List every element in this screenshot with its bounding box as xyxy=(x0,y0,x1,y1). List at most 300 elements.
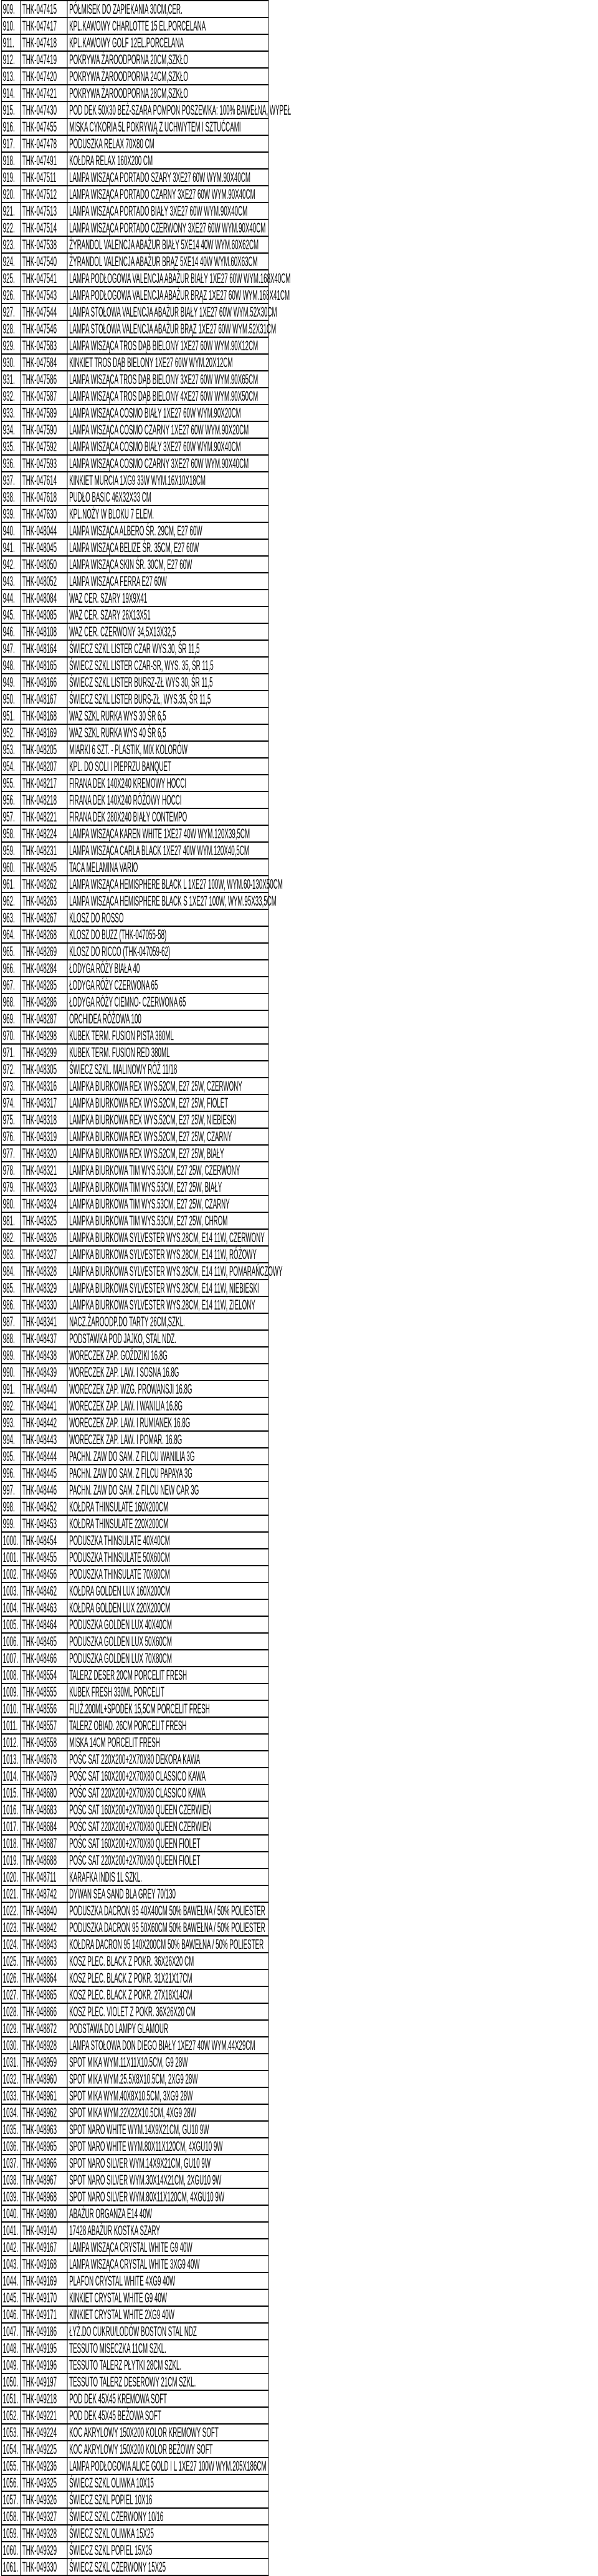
product-code: THK-048321 xyxy=(21,1162,67,1179)
product-code: THK-047587 xyxy=(21,388,67,405)
product-code: THK-049225 xyxy=(21,2441,67,2458)
table-row xyxy=(1,1044,268,1061)
table-row xyxy=(1,808,268,825)
table-row xyxy=(1,1179,268,1195)
row-number: 1041. xyxy=(1,2222,20,2239)
product-name: SPOT MIKA WYM.11X11X10.5CM, G9 28W xyxy=(67,2054,268,2071)
product-code: THK-048323 xyxy=(21,1179,67,1195)
product-name: ŁODYGA RÓŻY CZERWONA 65 xyxy=(67,977,268,994)
row-number: 980. xyxy=(1,1195,20,1212)
table-row xyxy=(1,102,268,118)
product-name: LAMPA WISZĄCA COSMO BIAŁY 3XE27 60W WYM.90X40CM xyxy=(67,438,268,455)
product-name: ORCHIDEA RÓŻOWA 100 xyxy=(67,1010,268,1027)
row-number: 922. xyxy=(1,219,20,236)
product-name: KPL.KAWOWY GOLF 12EL.PORCELANA xyxy=(67,34,268,51)
product-code: THK-048267 xyxy=(21,909,67,926)
row-number: 997. xyxy=(1,1482,20,1498)
product-code: THK-048463 xyxy=(21,1599,67,1616)
product-code: THK-048324 xyxy=(21,1195,67,1212)
table-row xyxy=(1,1650,268,1667)
product-name: SPOT NARO WHITE WYM.14X9X21CM, GU10 9W xyxy=(67,2121,268,2138)
row-number: 960. xyxy=(1,859,20,876)
product-code: THK-047430 xyxy=(21,102,67,118)
table-row xyxy=(1,1717,268,1734)
product-code: THK-048968 xyxy=(21,2188,67,2205)
table-row xyxy=(1,691,268,707)
table-row xyxy=(1,539,268,556)
row-number: 1023. xyxy=(1,1919,20,1936)
product-code: THK-048299 xyxy=(21,1044,67,1061)
product-code: THK-047589 xyxy=(21,405,67,421)
row-number: 1030. xyxy=(1,2037,20,2054)
row-number: 933. xyxy=(1,405,20,421)
table-row xyxy=(1,270,268,287)
table-row xyxy=(1,842,268,859)
product-code: THK-047614 xyxy=(21,472,67,489)
row-number: 1053. xyxy=(1,2424,20,2441)
table-row xyxy=(1,1448,268,1465)
table-row xyxy=(1,1061,268,1078)
table-row xyxy=(1,657,268,674)
product-name: LAMPA WISZĄCA CRYSTAL WHITE G9 40W xyxy=(67,2239,268,2256)
product-code: THK-048742 xyxy=(21,1885,67,1902)
product-name: KPL.KAWOWY CHARLOTTE 15 EL.PORCELANA xyxy=(67,17,268,34)
product-name: LAMPA WISZĄCA TROS DĄB BIELONY 4XE27 60W WYM.90X50CM xyxy=(67,388,268,405)
row-number: 1044. xyxy=(1,2272,20,2289)
table-row xyxy=(1,1296,268,1313)
row-number: 1015. xyxy=(1,1784,20,1801)
table-row xyxy=(1,1751,268,1768)
row-number: 911. xyxy=(1,34,20,51)
product-code: THK-048843 xyxy=(21,1936,67,1953)
product-name: PODSTAWA DO LAMPY GLAMOUR xyxy=(67,2020,268,2037)
product-code: THK-047592 xyxy=(21,438,67,455)
table-row xyxy=(1,1919,268,1936)
product-code: THK-048445 xyxy=(21,1465,67,1482)
product-name: TESSUTO TALERZ PŁYTKI 28CM SZKL. xyxy=(67,2357,268,2373)
product-code: THK-048320 xyxy=(21,1145,67,1162)
product-name: NACZ.ŻAROODP.DO TARTY 26CM,SZKL. xyxy=(67,1313,268,1330)
product-table-body xyxy=(1,1,292,2575)
table-row xyxy=(1,1263,268,1280)
product-code: THK-048452 xyxy=(21,1498,67,1515)
product-name: LAMPA WISZĄCA HEMISPHERE BLACK L 1XE27 100W, WYM.60-130X50CM xyxy=(67,876,268,893)
table-row xyxy=(1,85,268,102)
product-code: THK-048865 xyxy=(21,1986,67,2003)
table-row xyxy=(1,2491,268,2508)
table-row xyxy=(1,253,268,270)
table-row xyxy=(1,2121,268,2138)
row-number: 1033. xyxy=(1,2087,20,2104)
row-number: 1043. xyxy=(1,2256,20,2272)
table-row xyxy=(1,1633,268,1650)
table-row xyxy=(1,1566,268,1582)
product-name: PACHN. ZAW DO SAM. Z FILCU WANILIA 3G xyxy=(67,1448,268,1465)
product-name: ŻYRANDOL VALENCJA ABAŻUR BIAŁY 5XE14 40W WYM.60X62CM xyxy=(67,236,268,253)
row-number: 928. xyxy=(1,320,20,337)
table-row xyxy=(1,1885,268,1902)
row-number: 1028. xyxy=(1,2003,20,2020)
product-code: THK-049168 xyxy=(21,2256,67,2272)
product-name: LAMPA WISZĄCA COSMO CZARNY 1XE27 60W WYM.90X20CM xyxy=(67,421,268,438)
table-row xyxy=(1,2054,268,2071)
product-code: THK-048085 xyxy=(21,606,67,623)
product-code: THK-048963 xyxy=(21,2121,67,2138)
product-name: KLOSZ DO BUZZ (THK-047055-58) xyxy=(67,926,268,943)
table-row xyxy=(1,1801,268,1818)
product-name: ŚWIECZ SZKL POPIEL 15X25 xyxy=(67,2542,268,2559)
row-number: 1010. xyxy=(1,1700,20,1717)
product-name: TALERZ OBIAD. 26CM PORCELIT FRESH xyxy=(67,1717,268,1734)
product-code: THK-048558 xyxy=(21,1734,67,1751)
product-code: THK-048438 xyxy=(21,1347,67,1364)
row-number: 1039. xyxy=(1,2188,20,2205)
row-number: 1026. xyxy=(1,1970,20,1986)
row-number: 921. xyxy=(1,203,20,219)
row-number: 1009. xyxy=(1,1683,20,1700)
product-code: THK-047543 xyxy=(21,287,67,304)
table-row xyxy=(1,2390,268,2407)
table-row xyxy=(1,203,268,219)
table-row xyxy=(1,1280,268,1296)
row-number: 945. xyxy=(1,606,20,623)
table-row xyxy=(1,135,268,152)
product-name: SPOT NARO SILVER WYM.80X11X120CM, 4XGU10 9W xyxy=(67,2188,268,2205)
table-row xyxy=(1,1986,268,2003)
row-number: 950. xyxy=(1,691,20,707)
row-number: 964. xyxy=(1,926,20,943)
table-row xyxy=(1,1313,268,1330)
product-code: THK-048329 xyxy=(21,1280,67,1296)
product-code: THK-048317 xyxy=(21,1094,67,1111)
product-code: THK-048316 xyxy=(21,1078,67,1094)
row-number: 1008. xyxy=(1,1667,20,1683)
row-number: 1047. xyxy=(1,2323,20,2340)
row-number: 1000. xyxy=(1,1532,20,1549)
product-code: THK-048224 xyxy=(21,825,67,842)
product-code: THK-047417 xyxy=(21,17,67,34)
row-number: 935. xyxy=(1,438,20,455)
product-name: MISKA 14CM PORCELIT FRESH xyxy=(67,1734,268,1751)
row-number: 1020. xyxy=(1,1869,20,1885)
table-row xyxy=(1,1852,268,1869)
row-number: 1046. xyxy=(1,2306,20,2323)
product-name: LAMPKA BIURKOWA TIM WYS.53CM, E27 25W, CHROM xyxy=(67,1212,268,1229)
row-number: 986. xyxy=(1,1296,20,1313)
product-code: THK-049328 xyxy=(21,2525,67,2542)
table-row xyxy=(1,1229,268,1246)
product-name: WORECZEK ZAP. LAW. I SOSNA 16.8G xyxy=(67,1364,268,1381)
product-name: LAMPA PODŁOGOWA ALICE GOLD I L 1XE27 100W WYM.205X186CM xyxy=(67,2458,268,2474)
table-row xyxy=(1,556,268,573)
product-name: PLAFON CRYSTAL WHITE 4XG9 40W xyxy=(67,2272,268,2289)
table-row xyxy=(1,994,268,1010)
product-code: THK-047421 xyxy=(21,85,67,102)
table-row xyxy=(1,354,268,371)
product-code: THK-048928 xyxy=(21,2037,67,2054)
table-row xyxy=(1,1381,268,1397)
table-row xyxy=(1,186,268,203)
product-code: THK-048439 xyxy=(21,1364,67,1381)
product-name: LAMPA WISZĄCA TROS DĄB BIELONY 1XE27 60W WYM.90X12CM xyxy=(67,337,268,354)
product-name: LAMPA STOŁOWA VALENCJA ABAŻUR BIAŁY 1XE27 60W WYM.52X30CM xyxy=(67,304,268,320)
table-row xyxy=(1,219,268,236)
row-number: 970. xyxy=(1,1027,20,1044)
product-name: LAMPKA BIURKOWA SYLVESTER WYS.28CM, E14 11W, RÓŻOWY xyxy=(67,1246,268,1263)
product-name: LAMPA WISZĄCA FERRA E27 60W xyxy=(67,573,268,590)
product-code: THK-048557 xyxy=(21,1717,67,1734)
product-code: THK-048842 xyxy=(21,1919,67,1936)
product-name: KOC AKRYLOWY 150X200 KOLOR KREMOWY SOFT xyxy=(67,2424,268,2441)
product-name: LAMPKA BIURKOWA TIM WYS.53CM, E27 25W, BIAŁY xyxy=(67,1179,268,1195)
row-number: 988. xyxy=(1,1330,20,1347)
table-row xyxy=(1,51,268,68)
row-number: 932. xyxy=(1,388,20,405)
table-row xyxy=(1,2340,268,2357)
row-number: 1029. xyxy=(1,2020,20,2037)
table-row xyxy=(1,1667,268,1683)
product-code: THK-049236 xyxy=(21,2458,67,2474)
table-row xyxy=(1,1094,268,1111)
row-number: 951. xyxy=(1,707,20,724)
row-number: 977. xyxy=(1,1145,20,1162)
product-name: TESSUTO MISECZKA 11CM SZKL. xyxy=(67,2340,268,2357)
product-name: MISKA CYKORIA 5L POKRYWĄ Z UCHWYTEM I SZTUĆCAMI xyxy=(67,118,268,135)
product-code: THK-048959 xyxy=(21,2054,67,2071)
product-table xyxy=(1,0,292,2576)
product-code: THK-047420 xyxy=(21,68,67,85)
table-row xyxy=(1,2256,268,2272)
product-name: ŚWIECZ SZKL LISTER BURS-ZŁ, WYS.35, ŚR 11,5 xyxy=(67,691,268,707)
product-name: LAMPA WISZĄCA HEMISPHERE BLACK S 1XE27 100W, WYM.95X33,5CM xyxy=(67,893,268,909)
product-name: PODUSZKA GOLDEN LUX 50X60CM xyxy=(67,1633,268,1650)
row-number: 943. xyxy=(1,573,20,590)
product-name: LAMPA STOŁOWA DON DIEGO BIAŁY 1XE27 40W WYM.44X29CM xyxy=(67,2037,268,2054)
product-name: PODUSZKA DACRON 95 40X40CM 50% BAWEŁNA / 50% POLIESTER xyxy=(67,1902,268,1919)
product-name: POŚC SAT 160X200+2X70X80 QUEEN CZERWIEŃ xyxy=(67,1801,268,1818)
table-row xyxy=(1,236,268,253)
row-number: 949. xyxy=(1,674,20,691)
product-code: THK-049326 xyxy=(21,2491,67,2508)
product-name: KOSZ PLEC. BLACK Z POKR. 36X26X20 CM xyxy=(67,1953,268,1970)
product-name: LAMPKA BIURKOWA REX WYS.52CM, E27 25W, BIAŁY xyxy=(67,1145,268,1162)
product-code: THK-048464 xyxy=(21,1616,67,1633)
product-code: THK-047419 xyxy=(21,51,67,68)
product-code: THK-048045 xyxy=(21,539,67,556)
row-number: 939. xyxy=(1,505,20,522)
product-code: THK-048319 xyxy=(21,1128,67,1145)
product-code: THK-048108 xyxy=(21,623,67,640)
table-row xyxy=(1,2373,268,2390)
product-name: PODUSZKA THINSULATE 70X80CM xyxy=(67,1566,268,1582)
row-number: 948. xyxy=(1,657,20,674)
product-name: ŁODYGA RÓŻY CIEMNO- CZERWONA 65 xyxy=(67,994,268,1010)
row-number: 984. xyxy=(1,1263,20,1280)
product-code: THK-048328 xyxy=(21,1263,67,1280)
table-row xyxy=(1,68,268,85)
product-name: PODUSZKA THINSULATE 40X40CM xyxy=(67,1532,268,1549)
product-code: THK-049140 xyxy=(21,2222,67,2239)
product-name: DYWAN SEA SAND BLA GREY 70/130 xyxy=(67,1885,268,1902)
table-row xyxy=(1,2407,268,2424)
row-number: 924. xyxy=(1,253,20,270)
product-name: PACHN. ZAW DO SAM. Z FILCU NEW CAR 3G xyxy=(67,1482,268,1498)
product-code: THK-048167 xyxy=(21,691,67,707)
product-name: MIARKI 6 SZT. - PLASTIK, MIX KOLORÓW xyxy=(67,741,268,758)
row-number: 1034. xyxy=(1,2104,20,2121)
product-code: THK-048454 xyxy=(21,1532,67,1549)
product-code: THK-048687 xyxy=(21,1835,67,1852)
product-code: THK-048462 xyxy=(21,1582,67,1599)
product-code: THK-048465 xyxy=(21,1633,67,1650)
product-code: THK-048245 xyxy=(21,859,67,876)
product-name: POŚC SAT 220X200+2X70X80 CLASSICO KAWA xyxy=(67,1784,268,1801)
row-number: 1014. xyxy=(1,1768,20,1784)
product-name: LAMPKA BIURKOWA REX WYS.52CM, E27 25W, FIOLET xyxy=(67,1094,268,1111)
table-row xyxy=(1,1784,268,1801)
row-number: 992. xyxy=(1,1397,20,1414)
table-row xyxy=(1,1347,268,1364)
table-row xyxy=(1,1128,268,1145)
table-row xyxy=(1,1,268,17)
product-code: THK-047511 xyxy=(21,169,67,186)
product-code: THK-047455 xyxy=(21,118,67,135)
product-name: LAMPA WISZĄCA ALBERO ŚR. 29CM, E27 60W xyxy=(67,522,268,539)
product-code: THK-048960 xyxy=(21,2071,67,2087)
product-name: KINKIET CRYSTAL WHITE 2XG9 40W xyxy=(67,2306,268,2323)
row-number: 937. xyxy=(1,472,20,489)
product-code: THK-048165 xyxy=(21,657,67,674)
product-name: LAMPKA BIURKOWA REX WYS.52CM, E27 25W, NIEBIESKI xyxy=(67,1111,268,1128)
table-row xyxy=(1,623,268,640)
table-row xyxy=(1,1700,268,1717)
row-number: 1040. xyxy=(1,2205,20,2222)
product-name: ŚWIECZ SZKL LISTER BURSZ-ZŁ WYS 30, ŚR 11,5 xyxy=(67,674,268,691)
product-code: THK-048441 xyxy=(21,1397,67,1414)
table-row xyxy=(1,1010,268,1027)
row-number: 1001. xyxy=(1,1549,20,1566)
product-code: THK-048684 xyxy=(21,1818,67,1835)
product-code: THK-049325 xyxy=(21,2474,67,2491)
row-number: 1024. xyxy=(1,1936,20,1953)
table-row xyxy=(1,1498,268,1515)
product-name: KLOSZ DO ROSSO xyxy=(67,909,268,926)
row-number: 1059. xyxy=(1,2525,20,2542)
product-code: THK-047590 xyxy=(21,421,67,438)
product-code: THK-049171 xyxy=(21,2306,67,2323)
product-name: POD DEK 45X45 KREMOWA SOFT xyxy=(67,2390,268,2407)
product-name: LAMPKA BIURKOWA REX WYS.52CM, E27 25W, CZARNY xyxy=(67,1128,268,1145)
row-number: 1055. xyxy=(1,2458,20,2474)
product-name: POŚC SAT 220X200+2X70X80 QUEEN CZERWIEŃ xyxy=(67,1818,268,1835)
product-name: KPL. DO SOLI I PIEPRZU BANQUET xyxy=(67,758,268,775)
table-row xyxy=(1,1734,268,1751)
table-row xyxy=(1,320,268,337)
table-row xyxy=(1,1482,268,1498)
product-name: 17428 ABAŻUR KOSTKA SZARY xyxy=(67,2222,268,2239)
table-row xyxy=(1,1768,268,1784)
product-code: THK-047546 xyxy=(21,320,67,337)
product-name: KUBEK FRESH 330ML PORCELIT xyxy=(67,1683,268,1700)
product-name: PODUSZKA DACRON 95 50X60CM 50% BAWEŁNA / 50% POLIESTER xyxy=(67,1919,268,1936)
product-name: WORECZEK ZAP. LAW. I WANILIA 16.8G xyxy=(67,1397,268,1414)
product-name: ŚWIECZ SZKL POPIEL 10X16 xyxy=(67,2491,268,2508)
product-code: THK-048285 xyxy=(21,977,67,994)
product-code: THK-048866 xyxy=(21,2003,67,2020)
table-row xyxy=(1,1515,268,1532)
row-number: 974. xyxy=(1,1094,20,1111)
product-name: SPOT MIKA WYM.25.5X8X10.5CM, 2XG9 28W xyxy=(67,2071,268,2087)
table-row xyxy=(1,455,268,472)
table-row xyxy=(1,1364,268,1381)
product-code: THK-047418 xyxy=(21,34,67,51)
product-code: THK-047512 xyxy=(21,186,67,203)
product-name: KOŁDRA THINSULATE 160X200CM xyxy=(67,1498,268,1515)
table-row xyxy=(1,825,268,842)
row-number: 991. xyxy=(1,1381,20,1397)
row-number: 990. xyxy=(1,1364,20,1381)
row-number: 914. xyxy=(1,85,20,102)
product-code: THK-049330 xyxy=(21,2559,67,2575)
table-row xyxy=(1,640,268,657)
product-code: THK-048262 xyxy=(21,876,67,893)
product-code: THK-047478 xyxy=(21,135,67,152)
row-number: 1021. xyxy=(1,1885,20,1902)
product-code: THK-049186 xyxy=(21,2323,67,2340)
row-number: 1003. xyxy=(1,1582,20,1599)
row-number: 1056. xyxy=(1,2474,20,2491)
row-number: 973. xyxy=(1,1078,20,1094)
product-code: THK-048218 xyxy=(21,792,67,808)
product-name: TACA MELAMINA VARIO xyxy=(67,859,268,876)
table-row xyxy=(1,287,268,304)
product-name: KUBEK TERM. FUSION PISTA 380ML xyxy=(67,1027,268,1044)
product-name: LAMPA WISZĄCA KAREN WHITE 1XE27 40W WYM.120X39,5CM xyxy=(67,825,268,842)
table-row xyxy=(1,1246,268,1263)
row-number: 1025. xyxy=(1,1953,20,1970)
product-code: THK-048683 xyxy=(21,1801,67,1818)
product-code: THK-047415 xyxy=(21,1,67,17)
product-name: WAZ SZKL RURKA WYS 30 ŚR 6,5 xyxy=(67,707,268,724)
table-row xyxy=(1,1599,268,1616)
product-code: THK-047514 xyxy=(21,219,67,236)
product-code: THK-048864 xyxy=(21,1970,67,1986)
row-number: 1019. xyxy=(1,1852,20,1869)
product-name: LAMPKA BIURKOWA REX WYS.52CM, E27 25W, CZERWONY xyxy=(67,1078,268,1094)
table-row xyxy=(1,522,268,539)
table-row xyxy=(1,2138,268,2155)
row-number: 912. xyxy=(1,51,20,68)
product-code: THK-049218 xyxy=(21,2390,67,2407)
table-row xyxy=(1,17,268,34)
row-number: 934. xyxy=(1,421,20,438)
product-code: THK-048680 xyxy=(21,1784,67,1801)
table-row xyxy=(1,489,268,505)
product-code: THK-047618 xyxy=(21,489,67,505)
table-row xyxy=(1,2087,268,2104)
product-name: LAMPKA BIURKOWA SYLVESTER WYS.28CM, E14 11W, ZIELONY xyxy=(67,1296,268,1313)
row-number: 1013. xyxy=(1,1751,20,1768)
product-code: THK-047538 xyxy=(21,236,67,253)
product-code: THK-047584 xyxy=(21,354,67,371)
row-number: 931. xyxy=(1,371,20,388)
product-code: THK-048326 xyxy=(21,1229,67,1246)
product-name: LAMPA WISZĄCA CARLA BLACK 1XE27 40W WYM.120X40,5CM xyxy=(67,842,268,859)
table-row xyxy=(1,2306,268,2323)
table-row xyxy=(1,1953,268,1970)
table-row xyxy=(1,606,268,623)
product-name: WORECZEK ZAP. GOŹDZIKI 16.8G xyxy=(67,1347,268,1364)
